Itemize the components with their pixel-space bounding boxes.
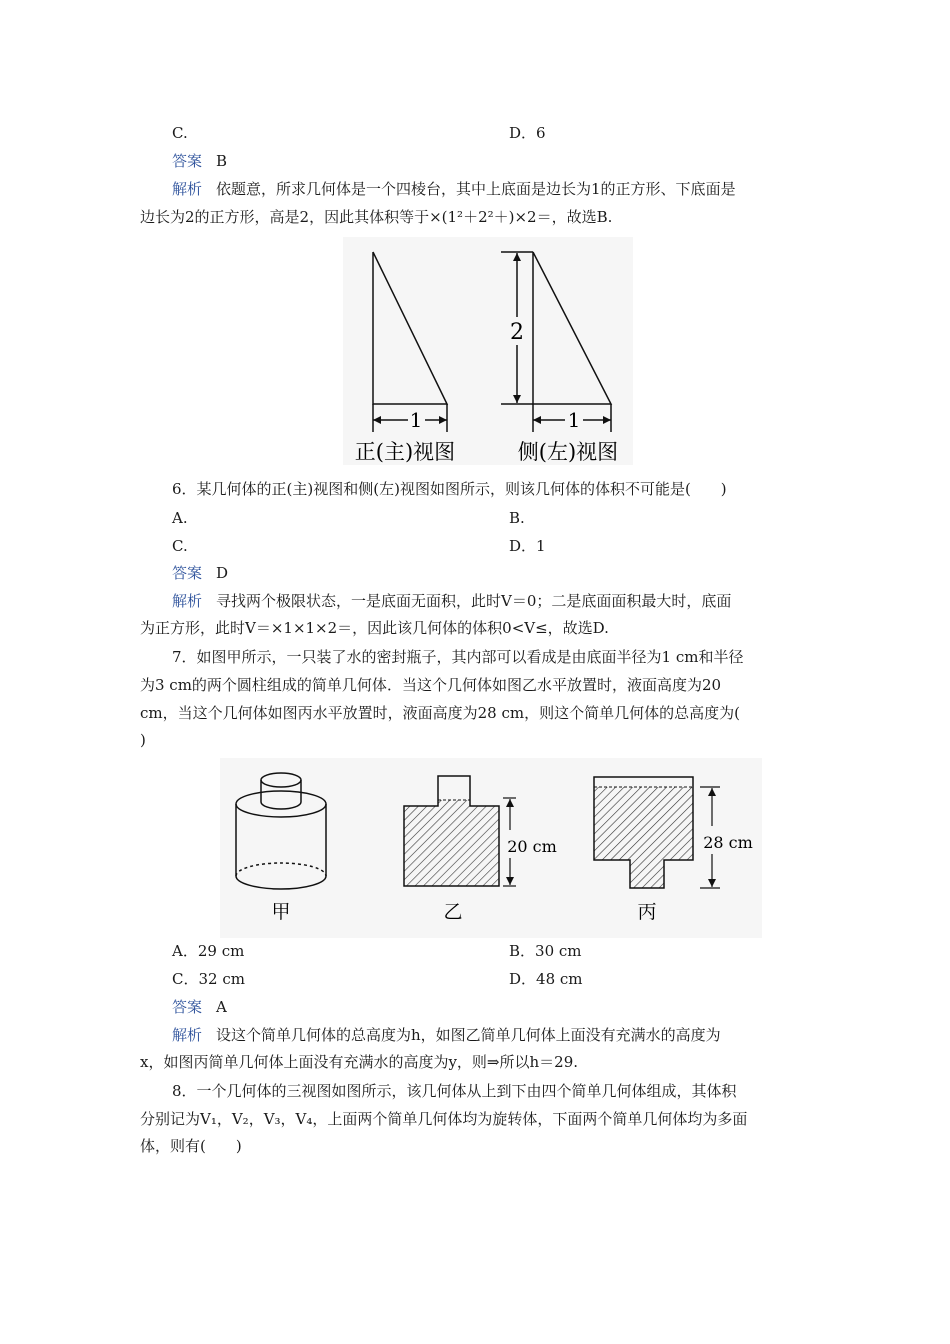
- analysis-label: 解析: [172, 180, 203, 198]
- q7-option-d: D．48 cm: [509, 970, 583, 988]
- analysis-text: 寻找两个极限状态，一是底面无面积，此时V＝0；二是底面面积最大时，底面: [216, 592, 732, 610]
- figure-bottles: [220, 758, 762, 938]
- side-height-label: 2: [510, 320, 524, 345]
- side-width-label: 1: [567, 408, 581, 432]
- figure-views: [343, 237, 633, 465]
- q7-stem-line1: 7．如图甲所示，一只装了水的密封瓶子，其内部可以看成是由底面半径为1 cm和半径: [172, 648, 744, 666]
- q8-stem-line2: 分别记为V₁，V₂，V₃，V₄，上面两个简单几何体均为旋转体，下面两个简单几何体均为多面: [140, 1110, 748, 1128]
- answer-value: A: [216, 998, 227, 1016]
- q5-analysis-line1: [172, 179, 736, 199]
- yi-height-label: 20 cm: [507, 837, 557, 856]
- analysis-label: 解析: [172, 592, 203, 610]
- front-width-label: 1: [409, 408, 423, 432]
- q8-stem-line3: 体，则有( ): [140, 1137, 242, 1155]
- q6-answer: [172, 563, 228, 583]
- bottle-yi: [404, 776, 499, 886]
- analysis-text: 依题意，所求几何体是一个四棱台，其中上底面是边长为1的正方形、下底面是: [216, 180, 736, 198]
- q5-analysis-line2: 边长为2的正方形，高是2，因此其体积等于×(1²＋2²＋)×2＝，故选B.: [140, 208, 613, 226]
- q7-stem-line4: ): [140, 731, 146, 749]
- q6-analysis-line2: 为正方形，此时V＝×1×1×2＝，因此该几何体的体积0<V≤，故选D.: [140, 619, 609, 637]
- q6-option-c: C.: [172, 537, 188, 555]
- q7-stem-line3: cm，当这个几何体如图丙水平放置时，液面高度为28 cm，则这个简单几何体的总高度为(: [140, 704, 740, 722]
- q7-option-b: B．30 cm: [509, 942, 582, 960]
- q7-answer: [172, 997, 227, 1017]
- q6-analysis-line1: [172, 591, 731, 611]
- answer-label: 答案: [172, 564, 203, 582]
- q7-option-c: C．32 cm: [172, 970, 245, 988]
- q6-option-a: A.: [172, 509, 188, 527]
- bottle-bing: [594, 777, 693, 888]
- q5-answer: [172, 151, 227, 171]
- q8-stem-line1: 8．一个几何体的三视图如图所示，该几何体从上到下由四个简单几何体组成，其体积: [172, 1082, 737, 1100]
- answer-label: 答案: [172, 152, 203, 170]
- side-view-triangle: [533, 252, 611, 404]
- caption-bing: 丙: [637, 901, 657, 923]
- answer-label: 答案: [172, 998, 203, 1016]
- q6-option-b: B.: [509, 509, 525, 527]
- q7-analysis-line1: [172, 1025, 721, 1045]
- front-view-caption: 正(主)视图: [354, 440, 456, 464]
- figure-bottles-svg: [220, 758, 762, 938]
- answer-value: B: [216, 152, 228, 170]
- analysis-label: 解析: [172, 1026, 203, 1044]
- caption-yi: 乙: [443, 901, 463, 923]
- q7-option-a: A．29 cm: [172, 942, 245, 960]
- q7-analysis-line2: x，如图丙简单几何体上面没有充满水的高度为y，则⇒所以h＝29.: [140, 1053, 579, 1071]
- q5-option-d: D．6: [509, 124, 546, 142]
- analysis-text: 设这个简单几何体的总高度为h，如图乙简单几何体上面没有充满水的高度为: [216, 1026, 721, 1044]
- side-view-caption: 侧(左)视图: [517, 440, 619, 464]
- bing-height-label: 28 cm: [703, 833, 753, 852]
- figure-views-svg: [343, 237, 633, 465]
- bottle-jia: [236, 773, 326, 889]
- caption-jia: 甲: [271, 901, 291, 923]
- q6-option-d: D．1: [509, 537, 546, 555]
- front-view-triangle: [373, 252, 447, 404]
- q5-option-c: C.: [172, 124, 188, 142]
- q7-stem-line2: 为3 cm的两个圆柱组成的简单几何体．当这个几何体如图乙水平放置时，液面高度为20: [140, 676, 722, 694]
- q6-stem: 6．某几何体的正(主)视图和侧(左)视图如图所示，则该几何体的体积不可能是( ): [172, 480, 727, 498]
- answer-value: D: [216, 564, 229, 582]
